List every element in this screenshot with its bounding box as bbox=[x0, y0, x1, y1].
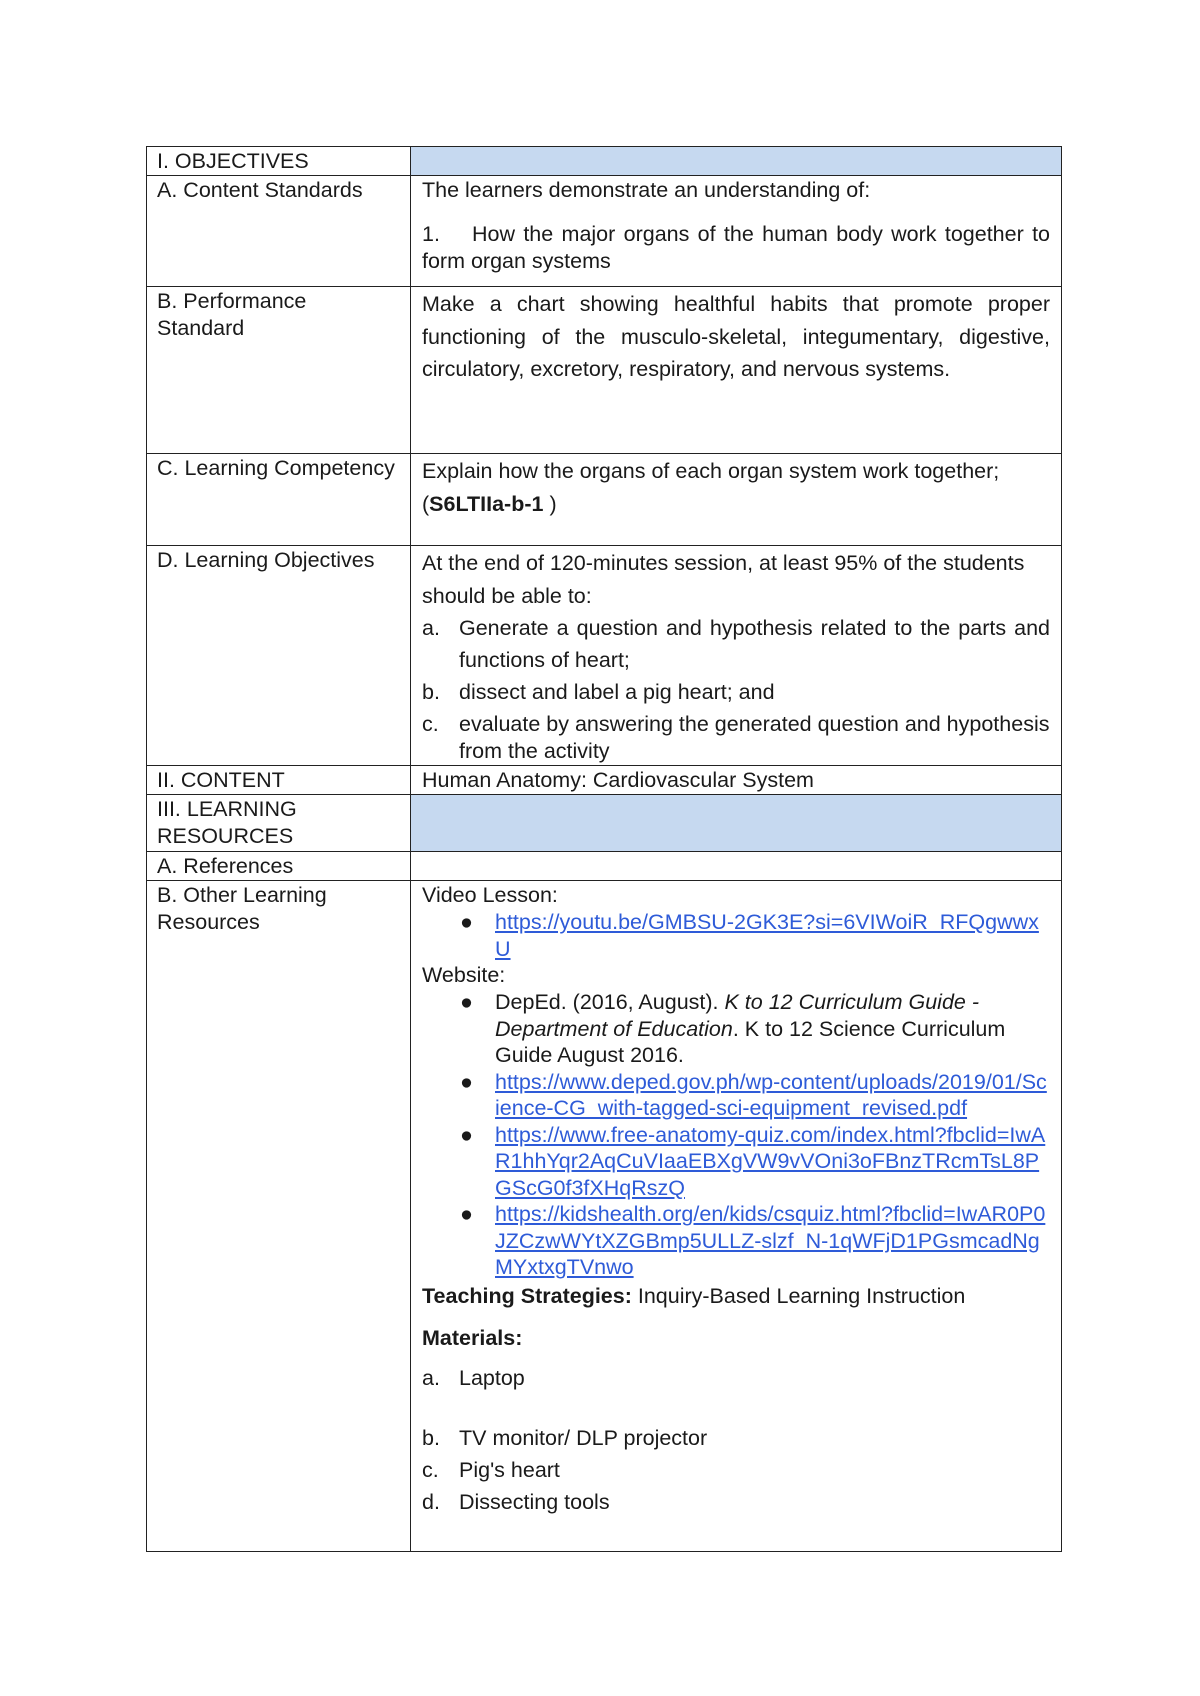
references-label: A. References bbox=[147, 852, 411, 881]
performance-standard-cell bbox=[411, 287, 1062, 454]
material-item bbox=[422, 1454, 1050, 1486]
row-performance-standard bbox=[147, 287, 1062, 454]
learning-objective-item bbox=[422, 612, 1050, 676]
bullet-icon: ● bbox=[460, 1122, 473, 1147]
material-text: TV monitor/ DLP projector bbox=[459, 1425, 708, 1450]
citation-suffix: . K to 12 Science Curriculum Guide August 2016. bbox=[495, 1016, 1006, 1067]
learning-objective-item bbox=[422, 708, 1050, 765]
anatomy-quiz-link[interactable]: https://www.free-anatomy-quiz.com/index.html?fbclid=IwAR1hhYqr2AqCuVIaaEBXgVW9vVOni3oFBnzTRcmTsL8PGScG0f3fXHqRszQ bbox=[495, 1122, 1046, 1200]
material-item bbox=[422, 1362, 1050, 1394]
row-content bbox=[147, 766, 1062, 795]
materials-list bbox=[422, 1362, 1050, 1518]
learning-objectives-label: D. Learning Objectives bbox=[147, 546, 411, 766]
teaching-strategies-label: Teaching Strategies: bbox=[422, 1283, 632, 1308]
other-resources-cell bbox=[411, 881, 1062, 1552]
citation-prefix: DepEd. (2016, August). bbox=[495, 990, 725, 1014]
learning-objective-text: Generate a question and hypothesis related to the parts and functions of heart; bbox=[459, 616, 1050, 672]
material-item bbox=[422, 1422, 1050, 1454]
materials-heading bbox=[422, 1325, 1050, 1352]
material-marker: c. bbox=[422, 1457, 439, 1482]
deped-guide-link[interactable]: https://www.deped.gov.ph/wp-content/uploads/2019/01/Science-CG_with-tagged-sci-equipment_revised.pdf bbox=[495, 1069, 1047, 1120]
learning-objective-marker: b. bbox=[422, 680, 440, 704]
row-content-standards bbox=[147, 176, 1062, 287]
material-marker: a. bbox=[422, 1365, 440, 1390]
row-other-resources bbox=[147, 881, 1062, 1552]
content-standards-item-text: How the major organs of the human body work together to form organ systems bbox=[422, 222, 1050, 273]
learning-objective-item bbox=[422, 676, 1050, 708]
content-label: II. CONTENT bbox=[147, 766, 411, 795]
learning-competency-statement: Explain how the organs of each organ system work together; ( bbox=[422, 459, 1000, 516]
material-item bbox=[422, 1486, 1050, 1518]
video-lesson-item bbox=[422, 909, 1050, 962]
citation-title: K to 12 Curriculum Guide - Department of Education bbox=[495, 990, 979, 1041]
content-standards-label: A. Content Standards bbox=[147, 176, 411, 287]
learning-objective-text: dissect and label a pig heart; and bbox=[459, 680, 775, 704]
website-list bbox=[422, 989, 1050, 1281]
content-standards-item bbox=[422, 221, 1050, 275]
references-value-cell bbox=[411, 852, 1062, 881]
row-objectives bbox=[147, 147, 1062, 176]
learning-objectives-cell bbox=[411, 546, 1062, 766]
website-link-item bbox=[422, 1069, 1050, 1122]
content-standards-intro: The learners demonstrate an understanding of: bbox=[422, 178, 871, 202]
kidshealth-quiz-link[interactable]: https://kidshealth.org/en/kids/csquiz.html?fbclid=IwAR0P0JZCzwWYtXZGBmp5ULLZ-slzf_N-1qWFjD1PGsmcadNgMYxtxgTVnwo bbox=[495, 1202, 1046, 1279]
learning-resources-value-cell bbox=[411, 795, 1062, 852]
other-resources-label: B. Other Learning Resources bbox=[147, 881, 411, 1552]
learning-competency-cell bbox=[411, 454, 1062, 546]
teaching-strategies bbox=[422, 1283, 1050, 1310]
bullet-icon: ● bbox=[460, 910, 473, 934]
performance-standard-label: B. Performance Standard bbox=[147, 287, 411, 454]
bullet-icon: ● bbox=[460, 1202, 473, 1226]
bullet-icon: ● bbox=[460, 990, 473, 1014]
material-text: Dissecting tools bbox=[459, 1489, 610, 1514]
row-references bbox=[147, 852, 1062, 881]
material-text: Laptop bbox=[459, 1365, 525, 1390]
performance-standard-text: Make a chart showing healthful habits that promote proper functioning of the musculo-skeletal, integumentary, digestive, circulatory, excretory, respiratory, and nervous systems. bbox=[422, 292, 1050, 381]
teaching-strategies-value: Inquiry-Based Learning Instruction bbox=[631, 1283, 966, 1308]
objectives-label: I. OBJECTIVES bbox=[147, 147, 411, 176]
learning-objective-marker: c. bbox=[422, 712, 439, 736]
row-learning-competency bbox=[147, 454, 1062, 546]
learning-competency-close: ) bbox=[543, 491, 557, 516]
learning-objectives-intro: At the end of 120-minutes session, at least 95% of the students should be able to: bbox=[422, 551, 1025, 608]
material-marker: d. bbox=[422, 1489, 440, 1514]
learning-competency-code: S6LTIIa-b-1 bbox=[429, 491, 544, 516]
bullet-icon: ● bbox=[460, 1069, 473, 1094]
objectives-value-cell bbox=[411, 147, 1062, 176]
website-citation-item bbox=[422, 989, 1050, 1069]
material-marker: b. bbox=[422, 1425, 440, 1450]
video-lesson-heading: Video Lesson: bbox=[422, 883, 558, 907]
learning-objective-marker: a. bbox=[422, 616, 440, 640]
content-standards-item-number: 1. bbox=[422, 222, 440, 246]
learning-competency-label: C. Learning Competency bbox=[147, 454, 411, 546]
website-link-item bbox=[422, 1201, 1050, 1281]
content-standards-cell bbox=[411, 176, 1062, 287]
materials-label: Materials: bbox=[422, 1325, 523, 1350]
video-lesson-link[interactable]: https://youtu.be/GMBSU-2GK3E?si=6VIWoiR_RFQgwwxU bbox=[495, 910, 1039, 961]
material-text: Pig's heart bbox=[459, 1457, 560, 1482]
row-learning-resources bbox=[147, 795, 1062, 852]
learning-objective-text: evaluate by answering the generated question and hypothesis from the activity bbox=[459, 712, 1050, 763]
website-link-item bbox=[422, 1122, 1050, 1202]
lesson-plan-table bbox=[146, 146, 1062, 1552]
video-lesson-list bbox=[422, 909, 1050, 962]
learning-objectives-list bbox=[422, 612, 1050, 765]
content-value: Human Anatomy: Cardiovascular System bbox=[411, 766, 1062, 795]
learning-competency-text bbox=[422, 455, 1050, 520]
row-learning-objectives bbox=[147, 546, 1062, 766]
website-heading: Website: bbox=[422, 963, 506, 987]
learning-resources-label: III. LEARNING RESOURCES bbox=[147, 795, 411, 852]
